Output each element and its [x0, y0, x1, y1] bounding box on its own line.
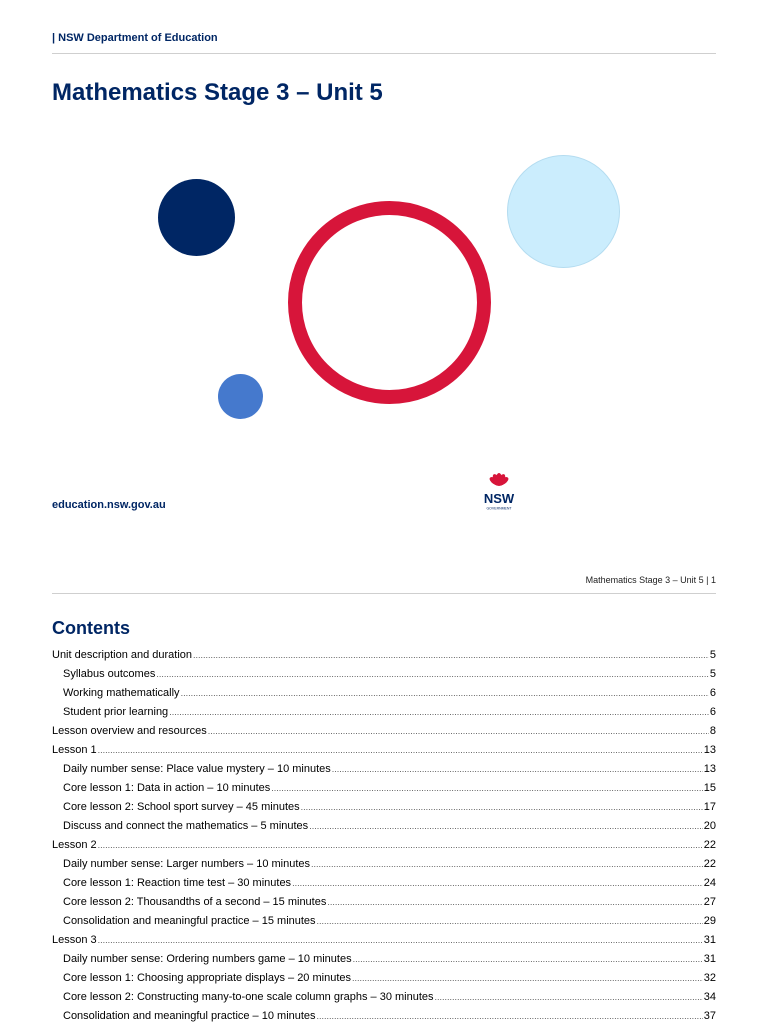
toc-entry-label: Consolidation and meaningful practice – 15 minutes — [63, 915, 316, 927]
toc-dot-leader — [435, 988, 703, 1007]
contents-heading: Contents — [52, 618, 130, 638]
toc-entry-page: 22 — [703, 839, 716, 851]
toc-dot-leader — [193, 646, 709, 665]
nsw-logo-text: NSW — [483, 491, 515, 506]
toc-entry-page: 29 — [703, 915, 716, 927]
toc-entry[interactable] — [52, 874, 716, 893]
footer-divider — [52, 593, 716, 594]
toc-entry[interactable] — [52, 893, 716, 912]
toc-entry-label: Core lesson 1: Data in action – 10 minutes — [63, 782, 271, 794]
toc-entry-label: Lesson 2 — [52, 839, 97, 851]
header-divider — [52, 53, 716, 54]
decorative-light-blue-circle — [507, 155, 620, 268]
toc-entry[interactable] — [52, 798, 716, 817]
toc-entry[interactable] — [52, 665, 716, 684]
decorative-navy-circle — [158, 179, 235, 256]
toc-entry[interactable] — [52, 836, 716, 855]
toc-entry-label: Unit description and duration — [52, 649, 193, 661]
toc-dot-leader — [98, 741, 703, 760]
decorative-red-ring — [288, 201, 491, 404]
toc-dot-leader — [271, 779, 702, 798]
department-header: | NSW Department of Education — [52, 32, 218, 44]
page-footer: Mathematics Stage 3 – Unit 5 | 1 — [585, 575, 716, 585]
toc-dot-leader — [327, 893, 702, 912]
toc-entry-page: 17 — [703, 801, 716, 813]
toc-entry[interactable] — [52, 646, 716, 665]
toc-dot-leader — [208, 722, 709, 741]
website-link[interactable]: education.nsw.gov.au — [52, 499, 166, 511]
toc-entry[interactable] — [52, 1007, 716, 1026]
toc-entry-label: Discuss and connect the mathematics – 5 minutes — [63, 820, 309, 832]
toc-entry-page: 15 — [703, 782, 716, 794]
toc-entry-label: Daily number sense: Ordering numbers game – 10 minutes — [63, 953, 352, 965]
toc-entry[interactable] — [52, 912, 716, 931]
toc-entry[interactable] — [52, 950, 716, 969]
toc-dot-leader — [317, 1007, 703, 1026]
toc-entry-label: Daily number sense: Place value mystery – 10 minutes — [63, 763, 331, 775]
toc-entry-page: 13 — [703, 763, 716, 775]
toc-entry-page: 22 — [703, 858, 716, 870]
nsw-logo-subtext: GOVERNMENT — [486, 506, 512, 511]
toc-entry[interactable] — [52, 722, 716, 741]
toc-entry-label: Consolidation and meaningful practice – 10 minutes — [63, 1010, 316, 1022]
table-of-contents — [52, 646, 716, 1026]
toc-entry-page: 27 — [703, 896, 716, 908]
toc-dot-leader — [169, 703, 709, 722]
toc-entry-page: 5 — [709, 668, 716, 680]
toc-entry-label: Student prior learning — [63, 706, 169, 718]
toc-entry-label: Core lesson 1: Reaction time test – 30 minutes — [63, 877, 292, 889]
toc-entry-label: Core lesson 2: Constructing many-to-one scale column graphs – 30 minutes — [63, 991, 434, 1003]
toc-entry[interactable] — [52, 779, 716, 798]
toc-entry-label: Lesson overview and resources — [52, 725, 207, 737]
toc-dot-leader — [353, 950, 703, 969]
toc-entry[interactable] — [52, 988, 716, 1007]
toc-entry-page: 37 — [703, 1010, 716, 1022]
toc-entry-page: 31 — [703, 934, 716, 946]
toc-entry-label: Daily number sense: Larger numbers – 10 minutes — [63, 858, 311, 870]
toc-entry-page: 6 — [709, 706, 716, 718]
toc-entry[interactable] — [52, 817, 716, 836]
toc-entry[interactable] — [52, 741, 716, 760]
toc-entry-label: Core lesson 1: Choosing appropriate displays – 20 minutes — [63, 972, 351, 984]
toc-dot-leader — [309, 817, 703, 836]
toc-dot-leader — [311, 855, 703, 874]
toc-entry-page: 8 — [709, 725, 716, 737]
decorative-blue-circle — [218, 374, 263, 419]
toc-dot-leader — [352, 969, 703, 988]
toc-dot-leader — [181, 684, 709, 703]
toc-entry-label: Core lesson 2: Thousandths of a second – 15 minutes — [63, 896, 327, 908]
toc-entry-page: 20 — [703, 820, 716, 832]
toc-entry-page: 5 — [709, 649, 716, 661]
toc-entry-label: Syllabus outcomes — [63, 668, 156, 680]
toc-entry-label: Lesson 1 — [52, 744, 97, 756]
toc-entry[interactable] — [52, 969, 716, 988]
toc-entry[interactable] — [52, 684, 716, 703]
toc-dot-leader — [98, 931, 703, 950]
toc-dot-leader — [156, 665, 709, 684]
toc-dot-leader — [98, 836, 703, 855]
waratah-flower-icon — [488, 473, 510, 487]
toc-entry-page: 6 — [709, 687, 716, 699]
cover-title: Mathematics Stage 3 – Unit 5 — [52, 79, 383, 106]
toc-entry[interactable] — [52, 855, 716, 874]
nsw-government-logo — [478, 470, 520, 512]
toc-entry-page: 34 — [703, 991, 716, 1003]
toc-entry-label: Working mathematically — [63, 687, 180, 699]
toc-entry-page: 24 — [703, 877, 716, 889]
toc-entry-page: 32 — [703, 972, 716, 984]
toc-entry-page: 13 — [703, 744, 716, 756]
toc-entry[interactable] — [52, 760, 716, 779]
toc-dot-leader — [317, 912, 703, 931]
toc-entry-page: 31 — [703, 953, 716, 965]
toc-entry[interactable] — [52, 931, 716, 950]
toc-dot-leader — [332, 760, 703, 779]
toc-dot-leader — [292, 874, 703, 893]
toc-entry-label: Core lesson 2: School sport survey – 45 minutes — [63, 801, 300, 813]
toc-entry[interactable] — [52, 703, 716, 722]
toc-entry-label: Lesson 3 — [52, 934, 97, 946]
toc-dot-leader — [301, 798, 703, 817]
